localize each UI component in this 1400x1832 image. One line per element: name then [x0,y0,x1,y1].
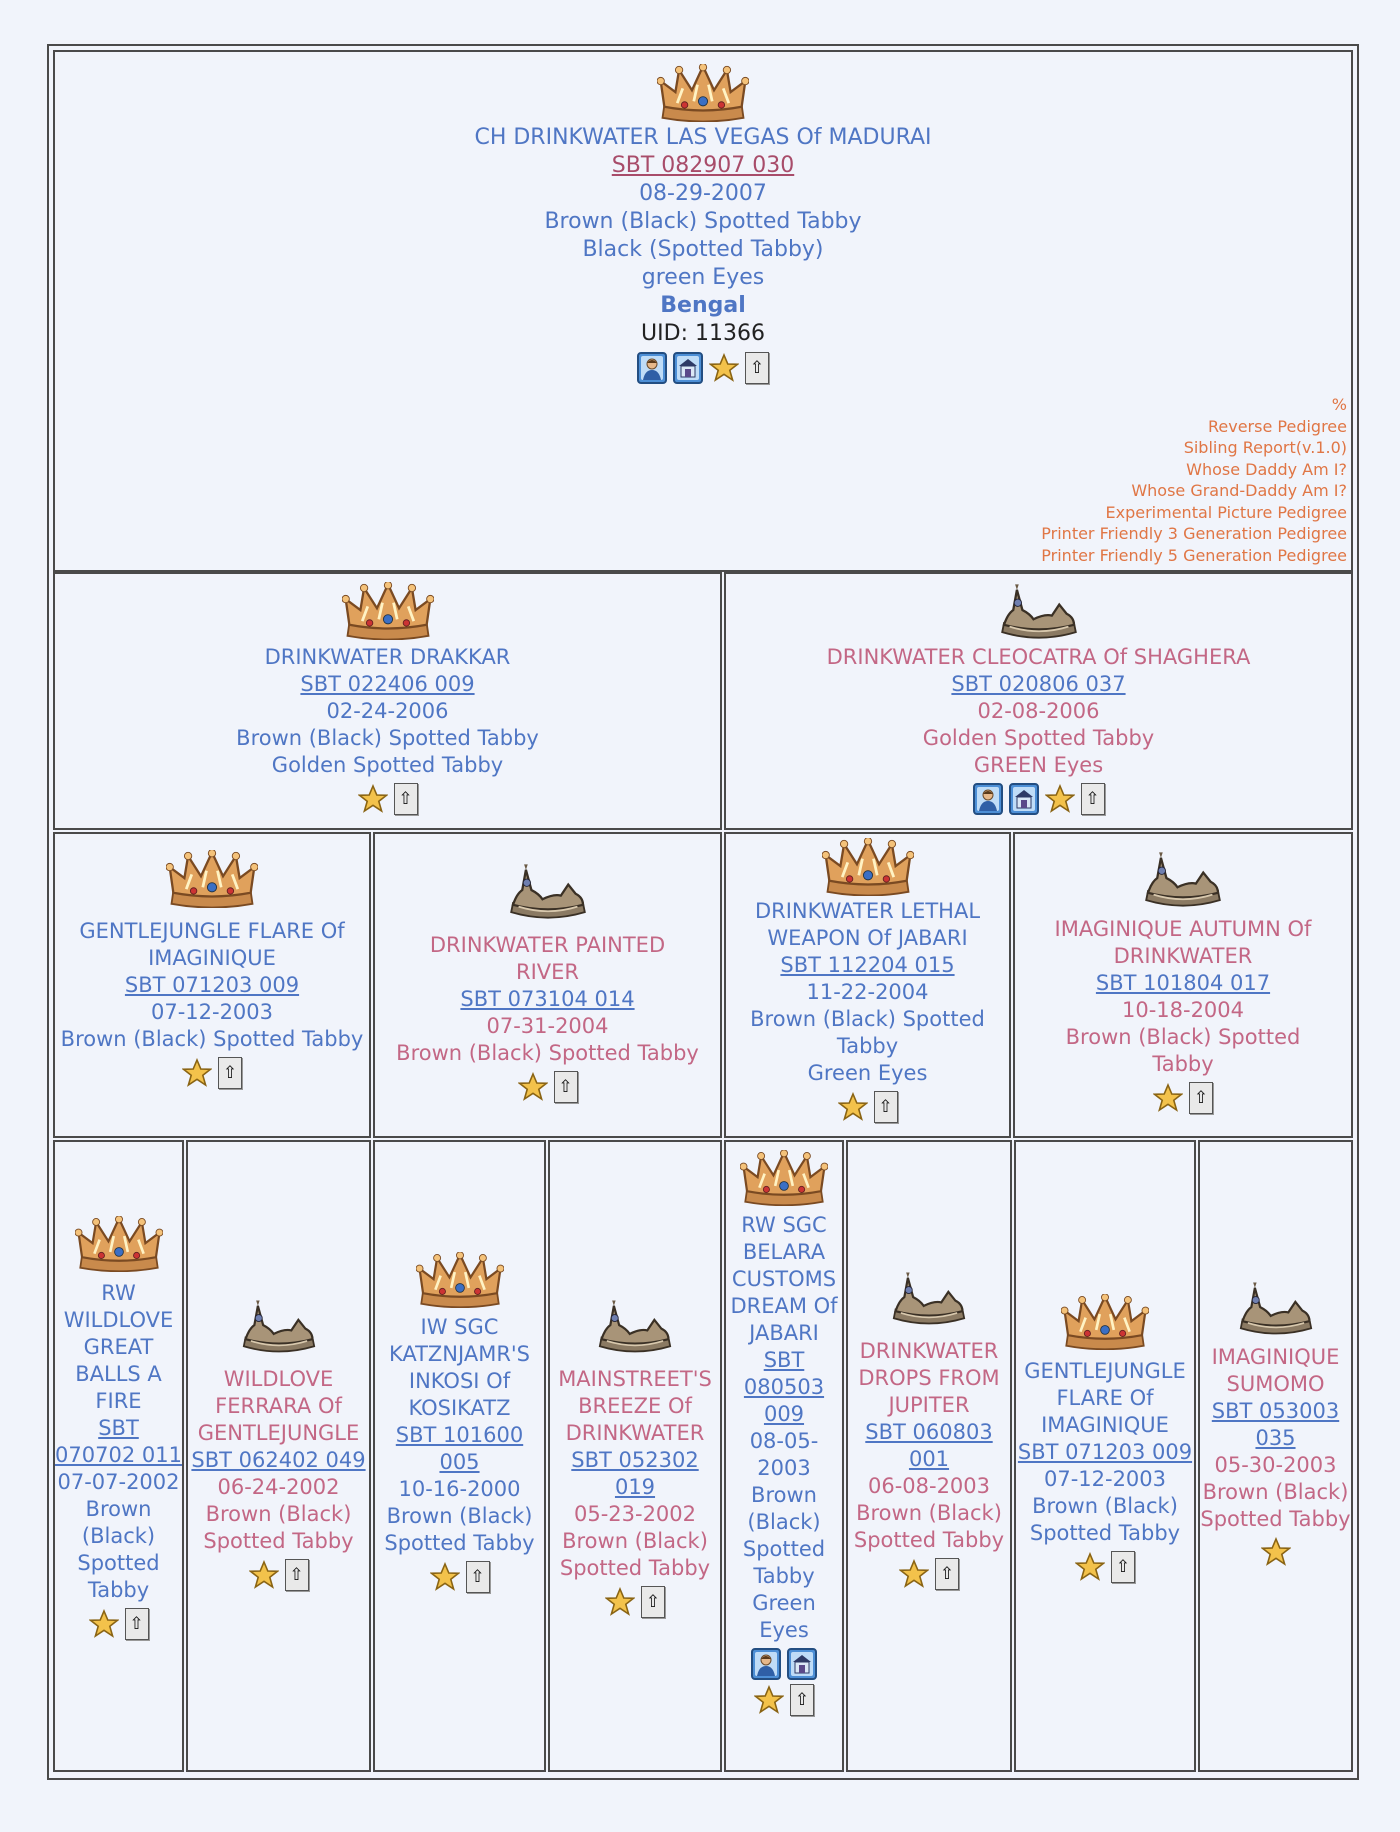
grandparent-eyes: Green Eyes [807,1061,928,1085]
person-icon[interactable] [973,783,1003,815]
great-grandparent-icons [605,1586,665,1618]
great-grandparent-eyes: Green Eyes [752,1591,816,1642]
star-icon[interactable] [518,1072,548,1102]
grandparent-color: Brown (Black) Spotted Tabby [750,1007,985,1058]
star-icon[interactable] [605,1587,635,1617]
subject-registration-link[interactable]: SBT 082907 030 [611,153,795,178]
up-arrow-icon[interactable]: ⇧ [285,1559,309,1591]
grandparent-cell [724,832,1011,1138]
experimental-picture-pedigree-link[interactable]: Experimental Picture Pedigree [1105,502,1347,522]
grandparent-name: DRINKWATER PAINTED RIVER [429,933,666,984]
great-grandparent-icons [1261,1537,1291,1567]
up-arrow-icon[interactable]: ⇧ [466,1561,490,1593]
up-arrow-icon[interactable]: ⇧ [874,1091,898,1123]
great-grandparent-dob: 08-05-2003 [749,1429,819,1480]
great-grandparent-color: Brown (Black) Spotted Tabby [559,1529,711,1580]
dam-name: DRINKWATER CLEOCATRA Of SHAGHERA [826,645,1251,669]
great-grandparent-icons [754,1684,814,1716]
great-grandparent-name: RW WILDLOVE GREAT BALLS A FIRE [63,1281,174,1413]
whose-daddy-link[interactable]: Whose Daddy Am I? [1186,459,1347,479]
great-grandparent-dob: 06-24-2002 [217,1475,340,1499]
pedigree-frame [47,44,1359,1780]
great-grandparent-icons [430,1561,490,1593]
subject-uid: UID: 11366 [641,321,765,346]
great-grandparent-dob: 06-08-2003 [867,1474,991,1498]
up-arrow-icon[interactable]: ⇧ [641,1586,665,1618]
queen-crown-icon [993,578,1085,644]
queen-crown-icon [591,1294,679,1358]
up-arrow-icon[interactable]: ⇧ [218,1057,242,1089]
great-grandparent-color: Brown (Black) Spotted Tabby [1200,1480,1351,1531]
king-crown-icon [75,1216,163,1272]
grandparent-name: IMAGINIQUE AUTUMN Of DRINKWATER [1054,917,1312,968]
grandparent-dob: 11-22-2004 [806,980,929,1004]
grandparent-name: GENTLEJUNGLE FLARE Of IMAGINIQUE [79,919,345,970]
great-grandparent-registration-link[interactable]: SBT 080503 009 [743,1348,825,1426]
great-grandparent-icons [1075,1551,1135,1583]
grandparent-dob: 07-31-2004 [486,1014,609,1038]
up-arrow-icon[interactable]: ⇧ [1111,1551,1135,1583]
king-crown-icon [416,1252,504,1308]
great-grandparent-color: Brown (Black) Spotted Tabby [203,1502,354,1553]
great-grandparent-registration-link[interactable]: SBT 060803 001 [865,1420,993,1471]
great-grandparent-name: RW SGC BELARA CUSTOMS DREAM Of JABARI [730,1213,838,1345]
grandparent-cell [1013,832,1353,1138]
grandparent-color: Brown (Black) Spotted Tabby [396,1041,699,1065]
king-crown-icon [822,838,914,896]
up-arrow-icon[interactable]: ⇧ [125,1608,149,1640]
great-grandparent-icons [899,1558,959,1590]
subject-color: Brown (Black) Spotted Tabby [544,209,862,234]
percent-link[interactable]: % [1331,395,1347,414]
great-grandparent-color: Brown (Black) Spotted Tabby [853,1501,1005,1552]
great-grandparent-color: Brown (Black) Spotted Tabby [1029,1494,1181,1545]
sire-dob: 02-24-2006 [326,699,449,723]
dam-color: Golden Spotted Tabby [922,726,1155,750]
star-icon[interactable] [754,1685,784,1715]
great-grandparent-color: Brown (Black) Spotted Tabby [77,1497,160,1602]
great-grandparent-dob: 05-30-2003 [1214,1453,1337,1477]
printer-friendly-5-gen-link[interactable]: Printer Friendly 5 Generation Pedigree [1041,545,1347,565]
great-grandparent-cell [846,1140,1012,1772]
grandparent-registration-link[interactable]: SBT 112204 015 [780,953,955,977]
person-icon[interactable] [751,1648,781,1680]
queen-crown-icon [1137,846,1229,912]
queen-crown-icon [502,858,594,924]
king-crown-icon [166,850,258,908]
great-grandparent-cell [186,1140,371,1772]
dam-dob: 02-08-2006 [977,699,1100,723]
star-icon[interactable] [899,1559,929,1589]
up-arrow-icon[interactable]: ⇧ [394,783,418,815]
dam-cell [724,572,1353,830]
grandparent-icons [838,1091,898,1123]
great-grandparent-registration-link[interactable]: SBT 070702 011 [55,1416,182,1467]
up-arrow-icon[interactable]: ⇧ [554,1071,578,1103]
cattery-icon[interactable] [787,1648,817,1680]
grandparent-dob: 10-18-2004 [1121,998,1245,1022]
grandparent-registration-link[interactable]: SBT 073104 014 [460,987,635,1011]
great-grandparent-color: Brown (Black) Spotted Tabby [384,1504,535,1555]
whose-grand-daddy-link[interactable]: Whose Grand-Daddy Am I? [1131,481,1347,500]
queen-crown-icon [1232,1276,1320,1340]
dam-eyes: GREEN Eyes [973,753,1104,777]
subject-dob: 08-29-2007 [639,181,767,206]
subject-breed: Bengal [660,293,746,318]
great-grandparent-icons [751,1648,817,1680]
up-arrow-icon[interactable]: ⇧ [1189,1082,1213,1114]
sire-cell [53,572,722,830]
grandparent-icons [182,1057,242,1089]
grandparent-dob: 07-12-2003 [150,1000,274,1024]
sire-registration-link[interactable]: SBT 022406 009 [300,672,475,696]
great-grandparent-dob: 10-16-2000 [398,1477,521,1501]
person-icon[interactable] [637,352,667,384]
great-grandparent-name: DRINKWATER DROPS FROM JUPITER [858,1339,1000,1417]
great-grandparent-cell [1198,1140,1353,1772]
star-icon[interactable] [358,784,388,814]
star-icon[interactable] [249,1560,279,1590]
king-crown-icon [1061,1294,1149,1350]
star-icon[interactable] [1261,1537,1291,1567]
grandparent-registration-link[interactable]: SBT 101804 017 [1095,971,1271,995]
king-crown-icon [342,582,434,640]
great-grandparent-dob: 07-12-2003 [1043,1467,1167,1491]
great-grandparent-registration-link[interactable]: SBT 062402 049 [191,1448,366,1472]
star-icon[interactable] [182,1058,212,1088]
great-grandparent-registration-link[interactable]: SBT 053003 035 [1211,1399,1340,1450]
great-grandparent-cell [548,1140,722,1772]
up-arrow-icon[interactable]: ⇧ [1081,783,1105,815]
sire-icons [358,783,418,815]
great-grandparent-name: IMAGINIQUE SUMOMO [1211,1345,1340,1396]
subject-eyes: green Eyes [641,265,765,290]
great-grandparent-color: Brown (Black) Spotted Tabby [742,1483,826,1588]
sire-color: Brown (Black) Spotted Tabby [236,726,539,750]
great-grandparent-icons [89,1608,149,1640]
star-icon[interactable] [1075,1552,1105,1582]
grandparent-name: DRINKWATER LETHAL WEAPON Of JABARI [754,899,981,950]
grandparent-color: Brown (Black) Spotted Tabby [1065,1025,1301,1076]
printer-friendly-3-gen-link[interactable]: Printer Friendly 3 Generation Pedigree [1041,524,1347,543]
subject-pattern: Black (Spotted Tabby) [582,237,824,262]
grandparent-color: Brown (Black) Spotted Tabby [60,1027,364,1051]
grandparent-cell [53,832,371,1138]
up-arrow-icon[interactable]: ⇧ [790,1684,814,1716]
subject-icons [637,352,769,384]
great-grandparent-registration-link[interactable]: SBT 071203 009 [1017,1440,1193,1464]
subject-cell [53,50,1353,572]
great-grandparent-registration-link[interactable]: SBT 101600 005 [395,1423,524,1474]
cattery-icon[interactable] [1009,783,1039,815]
king-crown-icon [740,1150,828,1206]
great-grandparent-name: GENTLEJUNGLE FLARE Of IMAGINIQUE [1024,1359,1186,1437]
star-icon[interactable] [1153,1083,1183,1113]
grandparent-registration-link[interactable]: SBT 071203 009 [124,973,300,997]
grandparent-icons [1153,1082,1213,1114]
great-grandparent-registration-link[interactable]: SBT 052302 019 [571,1448,699,1499]
great-grandparent-cell [1014,1140,1196,1772]
great-grandparent-cell [724,1140,844,1772]
dam-registration-link[interactable]: SBT 020806 037 [951,672,1126,696]
up-arrow-icon[interactable]: ⇧ [935,1558,959,1590]
great-grandparent-icons [249,1559,309,1591]
great-grandparent-dob: 07-07-2002 [57,1470,180,1494]
star-icon[interactable] [838,1092,868,1122]
star-icon[interactable] [89,1609,119,1639]
queen-crown-icon [885,1266,973,1330]
grandparent-icons [518,1071,578,1103]
great-grandparent-name: IW SGC KATZNJAMR'S INKOSI Of KOSIKATZ [388,1315,531,1420]
sibling-report-link[interactable]: Sibling Report(v.1.0) [1183,438,1347,457]
great-grandparent-dob: 05-23-2002 [573,1502,697,1526]
great-grandparent-name: WILDLOVE FERRARA Of GENTLEJUNGLE [197,1367,360,1445]
star-icon[interactable] [430,1562,460,1592]
dam-icons [973,783,1105,815]
cattery-icon[interactable] [673,352,703,384]
queen-crown-icon [235,1294,323,1358]
up-arrow-icon[interactable]: ⇧ [745,352,769,384]
report-links [1041,394,1347,566]
grandparent-cell [373,832,722,1138]
reverse-pedigree-link[interactable]: Reverse Pedigree [1208,416,1347,436]
star-icon[interactable] [1045,784,1075,814]
king-crown-icon [657,64,749,122]
subject-name: CH DRINKWATER LAS VEGAS Of MADURAI [474,125,932,150]
great-grandparent-name: MAINSTREET'S BREEZE Of DRINKWATER [558,1367,712,1445]
sire-name: DRINKWATER DRAKKAR [264,645,511,669]
sire-pattern: Golden Spotted Tabby [271,753,504,777]
great-grandparent-cell [373,1140,546,1772]
great-grandparent-cell [53,1140,184,1772]
star-icon[interactable] [709,353,739,383]
